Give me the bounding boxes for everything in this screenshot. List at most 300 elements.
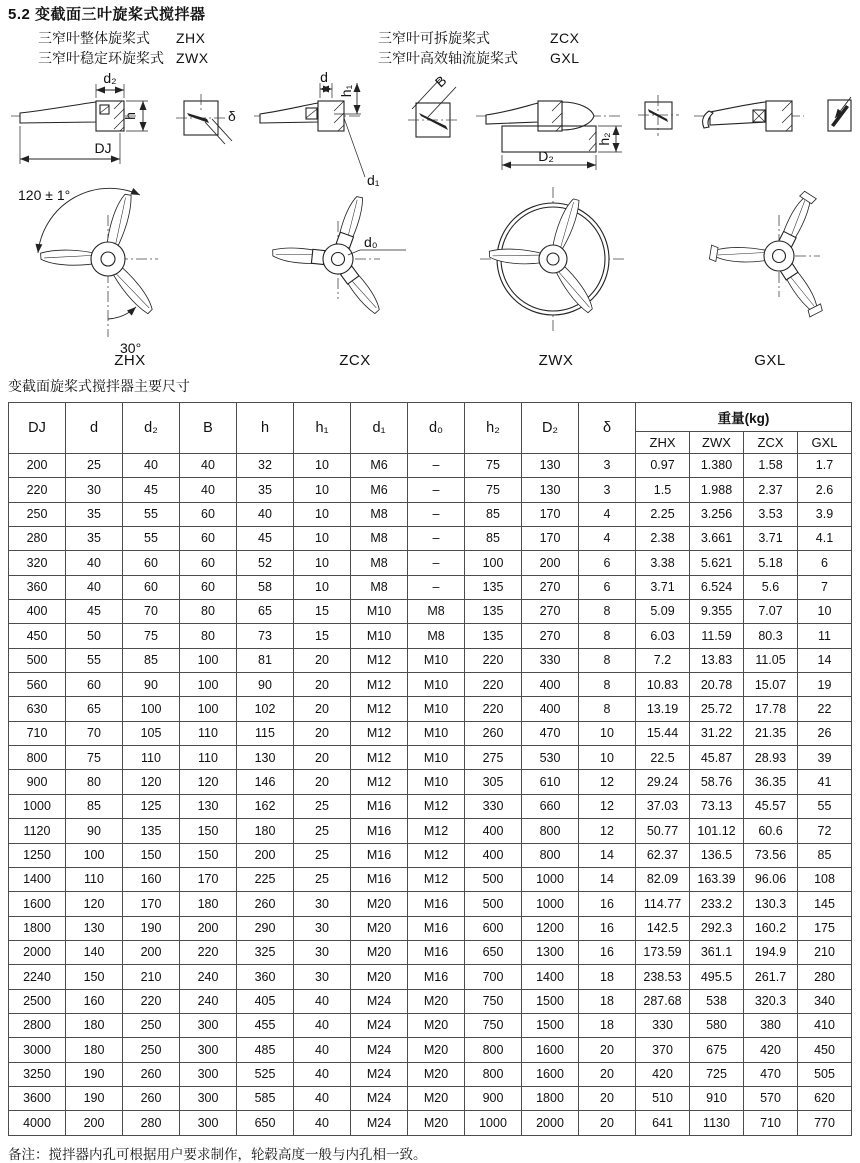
page-title: 5.2 变截面三叶旋桨式搅拌器: [8, 6, 206, 23]
table-cell: –: [408, 478, 465, 502]
table-cell: 330: [465, 794, 522, 818]
table-cell: 90: [66, 819, 123, 843]
table-cell: M10: [408, 673, 465, 697]
table-cell: 40: [180, 478, 237, 502]
table-cell: 20: [294, 770, 351, 794]
table-cell: 120: [123, 770, 180, 794]
table-cell: 65: [237, 600, 294, 624]
table-cell: M20: [408, 1111, 465, 1135]
table-cell: 450: [9, 624, 66, 648]
table-cell: 142.5: [636, 916, 690, 940]
table-cell: 300: [180, 1038, 237, 1062]
table-cell: 240: [180, 965, 237, 989]
table-cell: 2240: [9, 965, 66, 989]
table-cell: 287.68: [636, 989, 690, 1013]
table-cell: 2000: [9, 940, 66, 964]
type-name: 三窄叶整体旋桨式: [38, 30, 150, 46]
table-cell: 630: [9, 697, 66, 721]
table-cell: 470: [744, 1062, 798, 1086]
table-row: [9, 600, 852, 624]
table-cell: 40: [180, 454, 237, 478]
table-cell: 60: [180, 502, 237, 526]
table-cell: 10.83: [636, 673, 690, 697]
table-cell: 40: [237, 502, 294, 526]
table-cell: 160.2: [744, 916, 798, 940]
table-cell: 40: [294, 989, 351, 1013]
table-cell: 140: [66, 940, 123, 964]
table-cell: M12: [351, 770, 408, 794]
table-cell: 750: [465, 1013, 522, 1037]
table-cell: M16: [351, 867, 408, 891]
table-cell: 410: [798, 1013, 852, 1037]
table-cell: M24: [351, 1086, 408, 1110]
table-cell: 8: [579, 648, 636, 672]
table-cell: 73.56: [744, 843, 798, 867]
table-cell: 7: [798, 575, 852, 599]
table-cell: 210: [798, 940, 852, 964]
table-cell: M16: [408, 892, 465, 916]
table-cell: 30: [294, 965, 351, 989]
table-cell: M12: [408, 794, 465, 818]
table-cell: 220: [9, 478, 66, 502]
table-cell: 108: [798, 867, 852, 891]
table-cell: 220: [180, 940, 237, 964]
table-cell: 100: [66, 843, 123, 867]
table-cell: 70: [66, 721, 123, 745]
table-cell: M16: [408, 916, 465, 940]
table-cell: 220: [465, 697, 522, 721]
table-row: [9, 1038, 852, 1062]
table-cell: 3.71: [636, 575, 690, 599]
table-cell: 45: [66, 600, 123, 624]
type-code: ZHX: [176, 30, 206, 46]
table-cell: 35: [237, 478, 294, 502]
table-cell: 225: [237, 867, 294, 891]
table-body: [9, 454, 852, 1136]
table-cell: 1500: [522, 1013, 579, 1037]
type-name: 三窄叶可拆旋桨式: [378, 30, 490, 46]
table-cell: M12: [408, 843, 465, 867]
table-cell: 110: [66, 867, 123, 891]
table-row: [9, 965, 852, 989]
table-cell: M8: [408, 624, 465, 648]
table-cell: 1250: [9, 843, 66, 867]
table-cell: 1400: [522, 965, 579, 989]
dim-label-d1: d₁: [367, 172, 380, 188]
table-cell: 650: [465, 940, 522, 964]
hub: [766, 101, 792, 131]
table-row: [9, 770, 852, 794]
table-cell: M24: [351, 1111, 408, 1135]
blade-profile: [486, 103, 538, 124]
table-cell: 18: [579, 989, 636, 1013]
dim-label-120deg: 120 ± 1°: [18, 187, 71, 203]
table-row: [9, 575, 852, 599]
table-title: 变截面旋桨式搅拌器主要尺寸: [8, 378, 190, 394]
dim-label-d2: d₂: [103, 70, 117, 86]
table-cell: 270: [522, 575, 579, 599]
table-cell: 35: [66, 527, 123, 551]
table-row: [9, 940, 852, 964]
table-cell: 40: [294, 1062, 351, 1086]
table-cell: 85: [465, 502, 522, 526]
table-cell: 8: [579, 673, 636, 697]
table-cell: 1000: [522, 892, 579, 916]
table-cell: 580: [690, 1013, 744, 1037]
table-cell: 60: [180, 551, 237, 575]
table-cell: 505: [798, 1062, 852, 1086]
table-row: [9, 794, 852, 818]
table-cell: 400: [465, 843, 522, 867]
table-cell: 470: [522, 721, 579, 745]
table-cell: 17.78: [744, 697, 798, 721]
table-cell: 18: [579, 1013, 636, 1037]
table-cell: 4000: [9, 1111, 66, 1135]
table-cell: 45: [123, 478, 180, 502]
table-cell: 85: [465, 527, 522, 551]
weight-column-header: GXL: [798, 431, 852, 453]
table-cell: M24: [351, 1062, 408, 1086]
table-cell: 26: [798, 721, 852, 745]
table-cell: 162: [237, 794, 294, 818]
table-cell: M12: [351, 697, 408, 721]
table-cell: 58.76: [690, 770, 744, 794]
type-name: 三窄叶稳定环旋桨式: [38, 49, 164, 66]
table-cell: 70: [123, 600, 180, 624]
table-cell: 4: [579, 527, 636, 551]
table-cell: M12: [351, 648, 408, 672]
table-cell: 146: [237, 770, 294, 794]
table-cell: M20: [351, 940, 408, 964]
table-cell: 200: [180, 916, 237, 940]
table-cell: 290: [237, 916, 294, 940]
column-header: d: [66, 403, 123, 454]
table-cell: 1000: [465, 1111, 522, 1135]
table-row: [9, 746, 852, 770]
table-cell: M10: [408, 746, 465, 770]
table-cell: 400: [522, 673, 579, 697]
table-cell: 280: [798, 965, 852, 989]
table-cell: 55: [798, 794, 852, 818]
table-cell: M12: [408, 867, 465, 891]
table-cell: 250: [123, 1013, 180, 1037]
table-cell: 325: [237, 940, 294, 964]
table-cell: M16: [351, 819, 408, 843]
table-cell: 150: [180, 843, 237, 867]
table-cell: 60: [66, 673, 123, 697]
table-cell: 10: [294, 502, 351, 526]
table-cell: 3: [579, 454, 636, 478]
table-cell: M8: [408, 600, 465, 624]
table-cell: 220: [465, 648, 522, 672]
table-row: [9, 673, 852, 697]
table-cell: 10: [294, 478, 351, 502]
weight-column-header: ZHX: [636, 431, 690, 453]
table-cell: –: [408, 502, 465, 526]
table-cell: 16: [579, 940, 636, 964]
table-cell: 4.1: [798, 527, 852, 551]
table-cell: M16: [408, 940, 465, 964]
table-cell: 3600: [9, 1086, 66, 1110]
table-cell: 610: [522, 770, 579, 794]
table-cell: 180: [66, 1038, 123, 1062]
zwx-side-view-diagram: [476, 101, 622, 170]
table-cell: 770: [798, 1111, 852, 1135]
table-cell: 3.256: [690, 502, 744, 526]
table-cell: 560: [9, 673, 66, 697]
table-cell: 81: [237, 648, 294, 672]
zcx-side-view-diagram: [254, 69, 380, 188]
table-cell: 11.05: [744, 648, 798, 672]
table-cell: 220: [465, 673, 522, 697]
dim-label-delta: δ: [228, 108, 236, 124]
table-cell: M20: [351, 892, 408, 916]
table-cell: 135: [465, 575, 522, 599]
table-cell: 910: [690, 1086, 744, 1110]
table-cell: 485: [237, 1038, 294, 1062]
table-cell: 100: [180, 673, 237, 697]
table-cell: M8: [351, 551, 408, 575]
table-cell: 15: [294, 624, 351, 648]
table-row: [9, 867, 852, 891]
zwx-front-view-diagram: [480, 187, 626, 331]
table-cell: 29.24: [636, 770, 690, 794]
table-cell: 40: [66, 575, 123, 599]
table-cell: 400: [9, 600, 66, 624]
table-cell: 180: [180, 892, 237, 916]
table-cell: 2.37: [744, 478, 798, 502]
table-cell: 330: [522, 648, 579, 672]
table-cell: 240: [180, 989, 237, 1013]
table-cell: 110: [123, 746, 180, 770]
table-cell: 800: [465, 1062, 522, 1086]
table-cell: 280: [123, 1111, 180, 1135]
table-cell: 52: [237, 551, 294, 575]
table-cell: 62.37: [636, 843, 690, 867]
type-item: [38, 49, 378, 69]
table-cell: M24: [351, 989, 408, 1013]
dim-label-d2-big: D₂: [538, 148, 554, 164]
table-cell: 500: [465, 892, 522, 916]
table-cell: 101.12: [690, 819, 744, 843]
table-cell: M20: [408, 1038, 465, 1062]
table-cell: 170: [522, 527, 579, 551]
dim-label-b: B: [431, 72, 450, 91]
table-cell: 455: [237, 1013, 294, 1037]
table-cell: 170: [522, 502, 579, 526]
table-cell: 5.18: [744, 551, 798, 575]
table-cell: 30: [66, 478, 123, 502]
table-cell: M8: [351, 527, 408, 551]
table-cell: 145: [798, 892, 852, 916]
table-cell: 238.53: [636, 965, 690, 989]
table-cell: 65: [66, 697, 123, 721]
table-cell: 45.57: [744, 794, 798, 818]
table-cell: 22: [798, 697, 852, 721]
table-cell: M6: [351, 478, 408, 502]
table-cell: 1000: [9, 794, 66, 818]
table-cell: 405: [237, 989, 294, 1013]
table-cell: 261.7: [744, 965, 798, 989]
table-cell: 800: [465, 1038, 522, 1062]
table-cell: 180: [66, 1013, 123, 1037]
table-cell: 20: [579, 1038, 636, 1062]
dim-label-dj: DJ: [94, 140, 112, 156]
table-cell: 36.35: [744, 770, 798, 794]
table-cell: 8: [579, 624, 636, 648]
table-cell: 1120: [9, 819, 66, 843]
table-cell: 200: [522, 551, 579, 575]
table-cell: 19: [798, 673, 852, 697]
table-cell: 160: [66, 989, 123, 1013]
table-cell: 300: [180, 1111, 237, 1135]
type-column-right: [378, 29, 580, 68]
table-cell: 60: [180, 575, 237, 599]
table-cell: 250: [9, 502, 66, 526]
table-cell: 1.58: [744, 454, 798, 478]
table-cell: 10: [294, 454, 351, 478]
table-cell: 90: [123, 673, 180, 697]
table-cell: 1.7: [798, 454, 852, 478]
table-cell: 90: [237, 673, 294, 697]
table-cell: 4: [579, 502, 636, 526]
table-cell: 80: [180, 624, 237, 648]
table-cell: 525: [237, 1062, 294, 1086]
column-header: d₁: [351, 403, 408, 454]
table-cell: –: [408, 575, 465, 599]
table-cell: 1200: [522, 916, 579, 940]
table-cell: 20.78: [690, 673, 744, 697]
table-cell: 340: [798, 989, 852, 1013]
table-cell: 31.22: [690, 721, 744, 745]
table-cell: 20: [294, 746, 351, 770]
table-cell: 130.3: [744, 892, 798, 916]
table-cell: 85: [66, 794, 123, 818]
table-cell: 570: [744, 1086, 798, 1110]
dim-label-h: h: [122, 112, 138, 120]
table-cell: 45.87: [690, 746, 744, 770]
table-cell: 175: [798, 916, 852, 940]
table-cell: 2800: [9, 1013, 66, 1037]
table-cell: 200: [66, 1111, 123, 1135]
table-cell: 0.97: [636, 454, 690, 478]
table-cell: 130: [522, 478, 579, 502]
table-cell: 1600: [522, 1038, 579, 1062]
dimension-table: [8, 402, 852, 1136]
table-cell: –: [408, 454, 465, 478]
table-cell: 400: [465, 819, 522, 843]
table-cell: 14: [579, 843, 636, 867]
table-cell: 10: [294, 527, 351, 551]
table-cell: 75: [465, 478, 522, 502]
table-cell: 660: [522, 794, 579, 818]
table-cell: 135: [465, 600, 522, 624]
table-cell: 150: [123, 843, 180, 867]
blade-section-diagram-2: [828, 97, 851, 131]
table-cell: 100: [465, 551, 522, 575]
table-cell: 510: [636, 1086, 690, 1110]
table-header: [9, 403, 852, 454]
table-row: [9, 721, 852, 745]
table-cell: M12: [351, 721, 408, 745]
table-cell: 115: [237, 721, 294, 745]
dim-label-h1: h₁: [338, 84, 354, 98]
blade-section-delta-diagram: [176, 94, 236, 144]
table-cell: 80: [180, 600, 237, 624]
table-cell: 12: [579, 794, 636, 818]
table-cell: 160: [123, 867, 180, 891]
table-cell: 180: [237, 819, 294, 843]
table-cell: M24: [351, 1038, 408, 1062]
type-code: ZWX: [176, 49, 209, 66]
table-cell: 40: [123, 454, 180, 478]
table-cell: 15.07: [744, 673, 798, 697]
gxl-front-view-diagram: [709, 190, 824, 318]
column-header: d₂: [123, 403, 180, 454]
table-cell: 60: [123, 575, 180, 599]
table-cell: 110: [180, 746, 237, 770]
table-cell: 15.44: [636, 721, 690, 745]
table-cell: 125: [123, 794, 180, 818]
table-cell: M20: [408, 1013, 465, 1037]
table-cell: M20: [408, 989, 465, 1013]
zhx-side-view-diagram: [11, 70, 148, 164]
table-cell: 1800: [9, 916, 66, 940]
table-cell: 13.83: [690, 648, 744, 672]
table-cell: 11: [798, 624, 852, 648]
table-cell: 25: [294, 794, 351, 818]
table-cell: 50.77: [636, 819, 690, 843]
blade-section-diagram-1: [638, 95, 679, 136]
table-cell: 2500: [9, 989, 66, 1013]
column-header: h₁: [294, 403, 351, 454]
table-cell: 675: [690, 1038, 744, 1062]
table-cell: 6: [579, 551, 636, 575]
table-cell: 710: [744, 1111, 798, 1135]
table-cell: 20: [294, 721, 351, 745]
table-cell: 14: [798, 648, 852, 672]
table-cell: 1.5: [636, 478, 690, 502]
table-cell: 130: [66, 916, 123, 940]
type-item: [38, 29, 378, 49]
table-cell: 25: [294, 867, 351, 891]
table-row: [9, 989, 852, 1013]
table-cell: 700: [465, 965, 522, 989]
table-cell: 60: [180, 527, 237, 551]
table-cell: 2.6: [798, 478, 852, 502]
table-cell: 360: [237, 965, 294, 989]
zhx-front-view-diagram: [18, 187, 158, 356]
table-cell: 900: [9, 770, 66, 794]
table-cell: 2000: [522, 1111, 579, 1135]
table-cell: 360: [9, 575, 66, 599]
table-cell: 40: [294, 1086, 351, 1110]
table-row: [9, 478, 852, 502]
table-cell: 163.39: [690, 867, 744, 891]
table-cell: 60: [123, 551, 180, 575]
table-cell: 82.09: [636, 867, 690, 891]
table-row: [9, 843, 852, 867]
table-cell: 130: [522, 454, 579, 478]
type-item: [378, 29, 580, 49]
table-cell: 10: [294, 575, 351, 599]
table-cell: 190: [66, 1062, 123, 1086]
table-cell: M10: [351, 600, 408, 624]
table-cell: 420: [744, 1038, 798, 1062]
table-cell: 80: [66, 770, 123, 794]
table-cell: 280: [9, 527, 66, 551]
table-cell: 1.380: [690, 454, 744, 478]
